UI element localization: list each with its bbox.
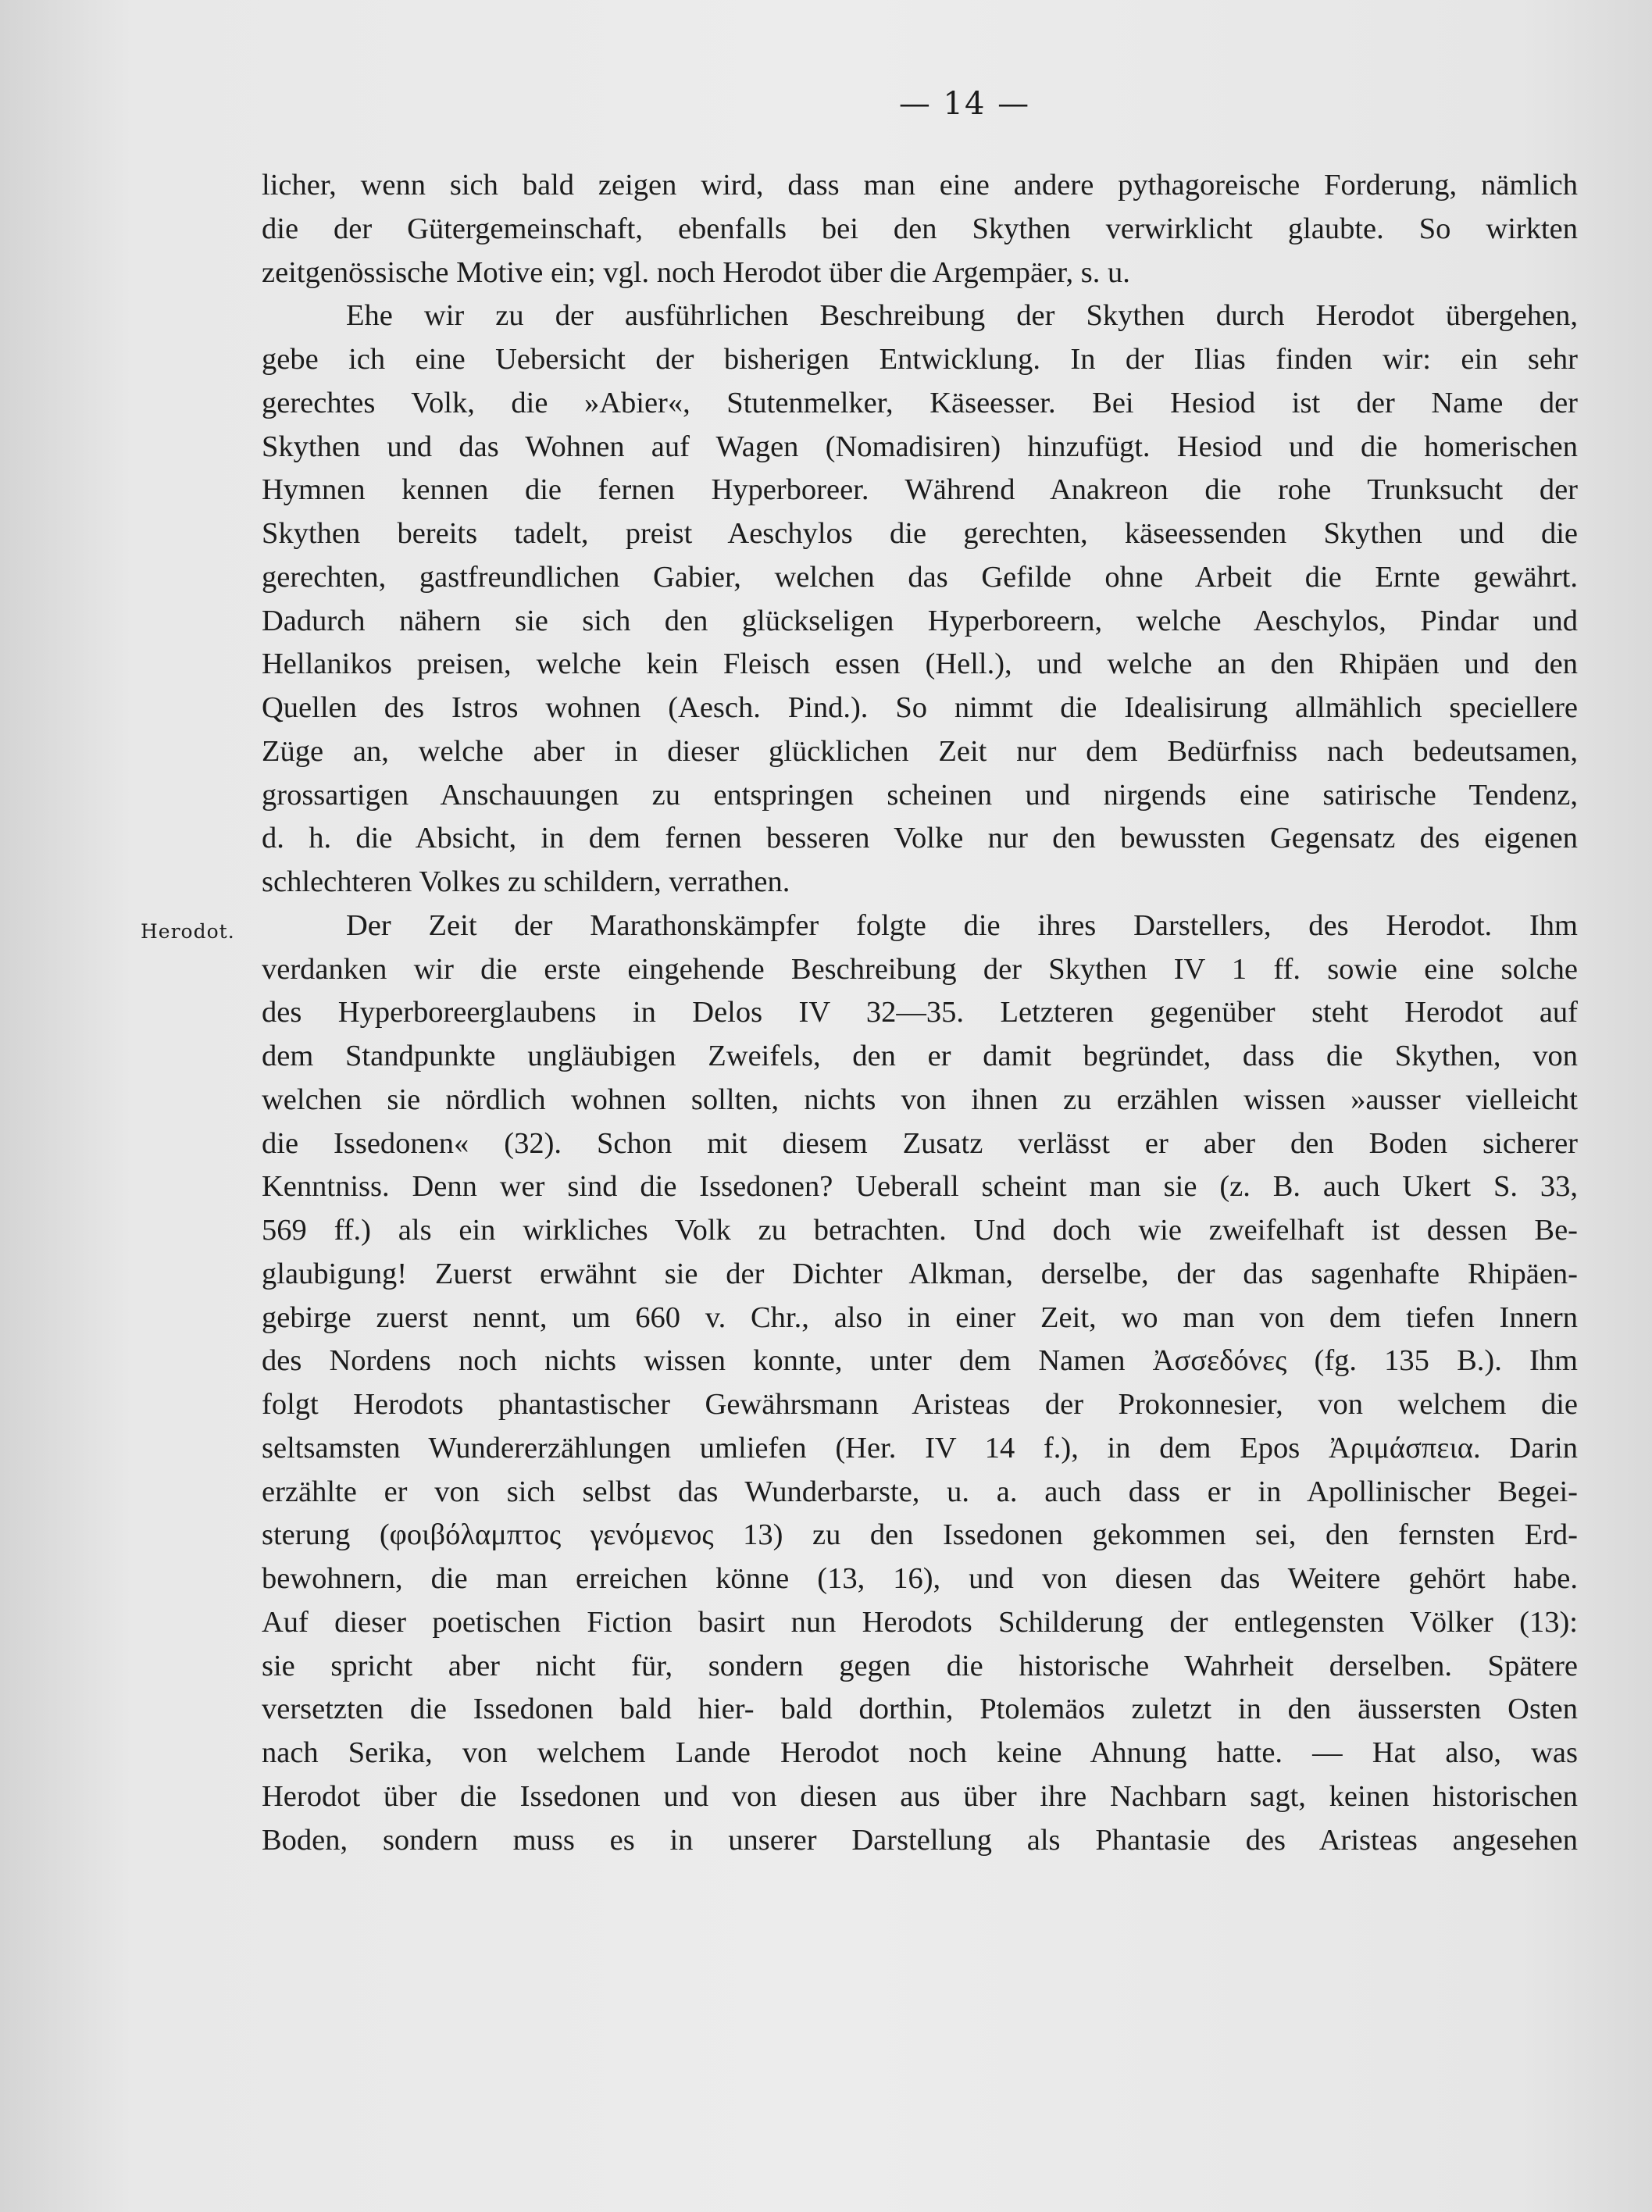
text-line: licher, wenn sich bald zeigen wird, dass man eine andere pythagoreische Forderung, nämlich [262,169,1578,202]
text-line: Hymnen kennen die fernen Hyperboreer. Während Anakreon die rohe Trunksucht der [262,473,1578,507]
text-line: des Nordens noch nichts wissen konnte, unter dem Namen Ἀσσεδόνες (fg. 135 B.). Ihm [262,1344,1578,1378]
text-line: 569 ff.) als ein wirkliches Volk zu betrachten. Und doch wie zweifelhaft ist dessen Be- [262,1214,1578,1247]
text-line: die der Gütergemeinschaft, ebenfalls bei den Skythen verwirklicht glaubte. So wirkten [262,212,1578,245]
text-line: zeitgenössische Motive ein; vgl. noch Herodot über die Argempäer, s. u. [262,255,1130,289]
text-line: Quellen des Istros wohnen (Aesch. Pind.). So nimmt die Idealisirung allmählich speciellere [262,691,1578,724]
body-text [262,164,1578,1862]
text-line: Skythen bereits tadelt, preist Aeschylos die gerechten, käseessenden Skythen und die [262,517,1578,550]
text-line: verdanken wir die erste eingehende Beschreibung der Skythen IV 1 ff. sowie eine solche [262,952,1578,986]
text-line: Der Zeit der Marathonskämpfer folgte die ihres Darstellers, des Herodot. Ihm [346,908,1578,942]
text-line: Kenntniss. Denn wer sind die Issedonen? Ueberall scheint man sie (z. B. auch Ukert S. 33, [262,1170,1578,1204]
text-line: Auf dieser poetischen Fiction basirt nun Herodots Schilderung der entlegensten Völker (13): [262,1605,1578,1639]
text-line: schlechteren Volkes zu schildern, verrathen. [262,865,790,898]
text-line: seltsamsten Wundererzählungen umliefen (Her. IV 14 f.), in dem Epos Ἀριμάσπεια. Darin [262,1431,1578,1465]
text-line: gerechten, gastfreundlichen Gabier, welchen das Gefilde ohne Arbeit die Ernte gewährt. [262,560,1578,594]
text-line: des Hyperboreerglaubens in Delos IV 32—35. Letzteren gegenüber steht Herodot auf [262,996,1578,1029]
text-line: folgt Herodots phantastischer Gewährsmann Aristeas der Prokonnesier, von welchem die [262,1388,1578,1421]
text-line: versetzten die Issedonen bald hier- bald dorthin, Ptolemäos zuletzt in den äussersten Osten [262,1693,1578,1726]
text-line: sie spricht aber nicht für, sondern gegen die historische Wahrheit derselben. Spätere [262,1649,1578,1682]
margin-note: Herodot. [141,920,235,943]
text-line: grossartigen Anschauungen zu entspringen scheinen und nirgends eine satirische Tendenz, [262,778,1578,812]
text-line: die Issedonen« (32). Schon mit diesem Zusatz verlässt er aber den Boden sicherer [262,1126,1578,1160]
text-line: bewohnern, die man erreichen könne (13, 16), und von diesen das Weitere gehört habe. [262,1562,1578,1595]
text-line: nach Serika, von welchem Lande Herodot noch keine Ahnung hatte. — Hat also, was [262,1736,1578,1769]
text-line: Herodot über die Issedonen und von diesen aus über ihre Nachbarn sagt, keinen historischen [262,1779,1578,1813]
text-line: d. h. die Absicht, in dem fernen besseren Volke nur den bewussten Gegensatz des eigenen [262,822,1578,855]
text-line: gebe ich eine Uebersicht der bisherigen Entwicklung. In der Ilias finden wir: ein sehr [262,343,1578,376]
page-number: — 14 — [898,86,1031,122]
text-line: Boden, sondern muss es in unserer Darstellung als Phantasie des Aristeas angesehen [262,1823,1578,1857]
text-line: dem Standpunkte ungläubigen Zweifels, den er damit begründet, dass die Skythen, von [262,1040,1578,1072]
text-line: erzählte er von sich selbst das Wunderbarste, u. a. auch dass er in Apollinischer Begei- [262,1475,1578,1508]
text-line: Dadurch nähern sie sich den glückseligen Hyperboreern, welche Aeschylos, Pindar und [262,604,1578,637]
text-line: glaubigung! Zuerst erwähnt sie der Dichter Alkman, derselbe, der das sagenhafte Rhipäen- [262,1257,1578,1290]
text-line: gerechtes Volk, die »Abier«, Stutenmelker, Käseesser. Bei Hesiod ist der Name der [262,386,1578,419]
text-line: Hellanikos preisen, welche kein Fleisch essen (Hell.), und welche an den Rhipäen und den [262,648,1578,681]
text-line: gebirge zuerst nennt, um 660 v. Chr., also in einer Zeit, wo man von dem tiefen Innern [262,1300,1578,1334]
text-line: welchen sie nördlich wohnen sollten, nichts von ihnen zu erzählen wissen »ausser vielleicht [262,1083,1578,1116]
text-line: sterung (φοιβόλαμπτος γενόμενος 13) zu den Issedonen gekommen sei, den fernsten Erd- [262,1518,1578,1552]
text-line: Skythen und das Wohnen auf Wagen (Nomadisiren) hinzufügt. Hesiod und die homerischen [262,430,1578,463]
text-line: Züge an, welche aber in dieser glücklichen Zeit nur dem Bedürfniss nach bedeutsamen, [262,734,1578,768]
text-line: Ehe wir zu der ausführlichen Beschreibung der Skythen durch Herodot übergehen, [346,299,1578,333]
